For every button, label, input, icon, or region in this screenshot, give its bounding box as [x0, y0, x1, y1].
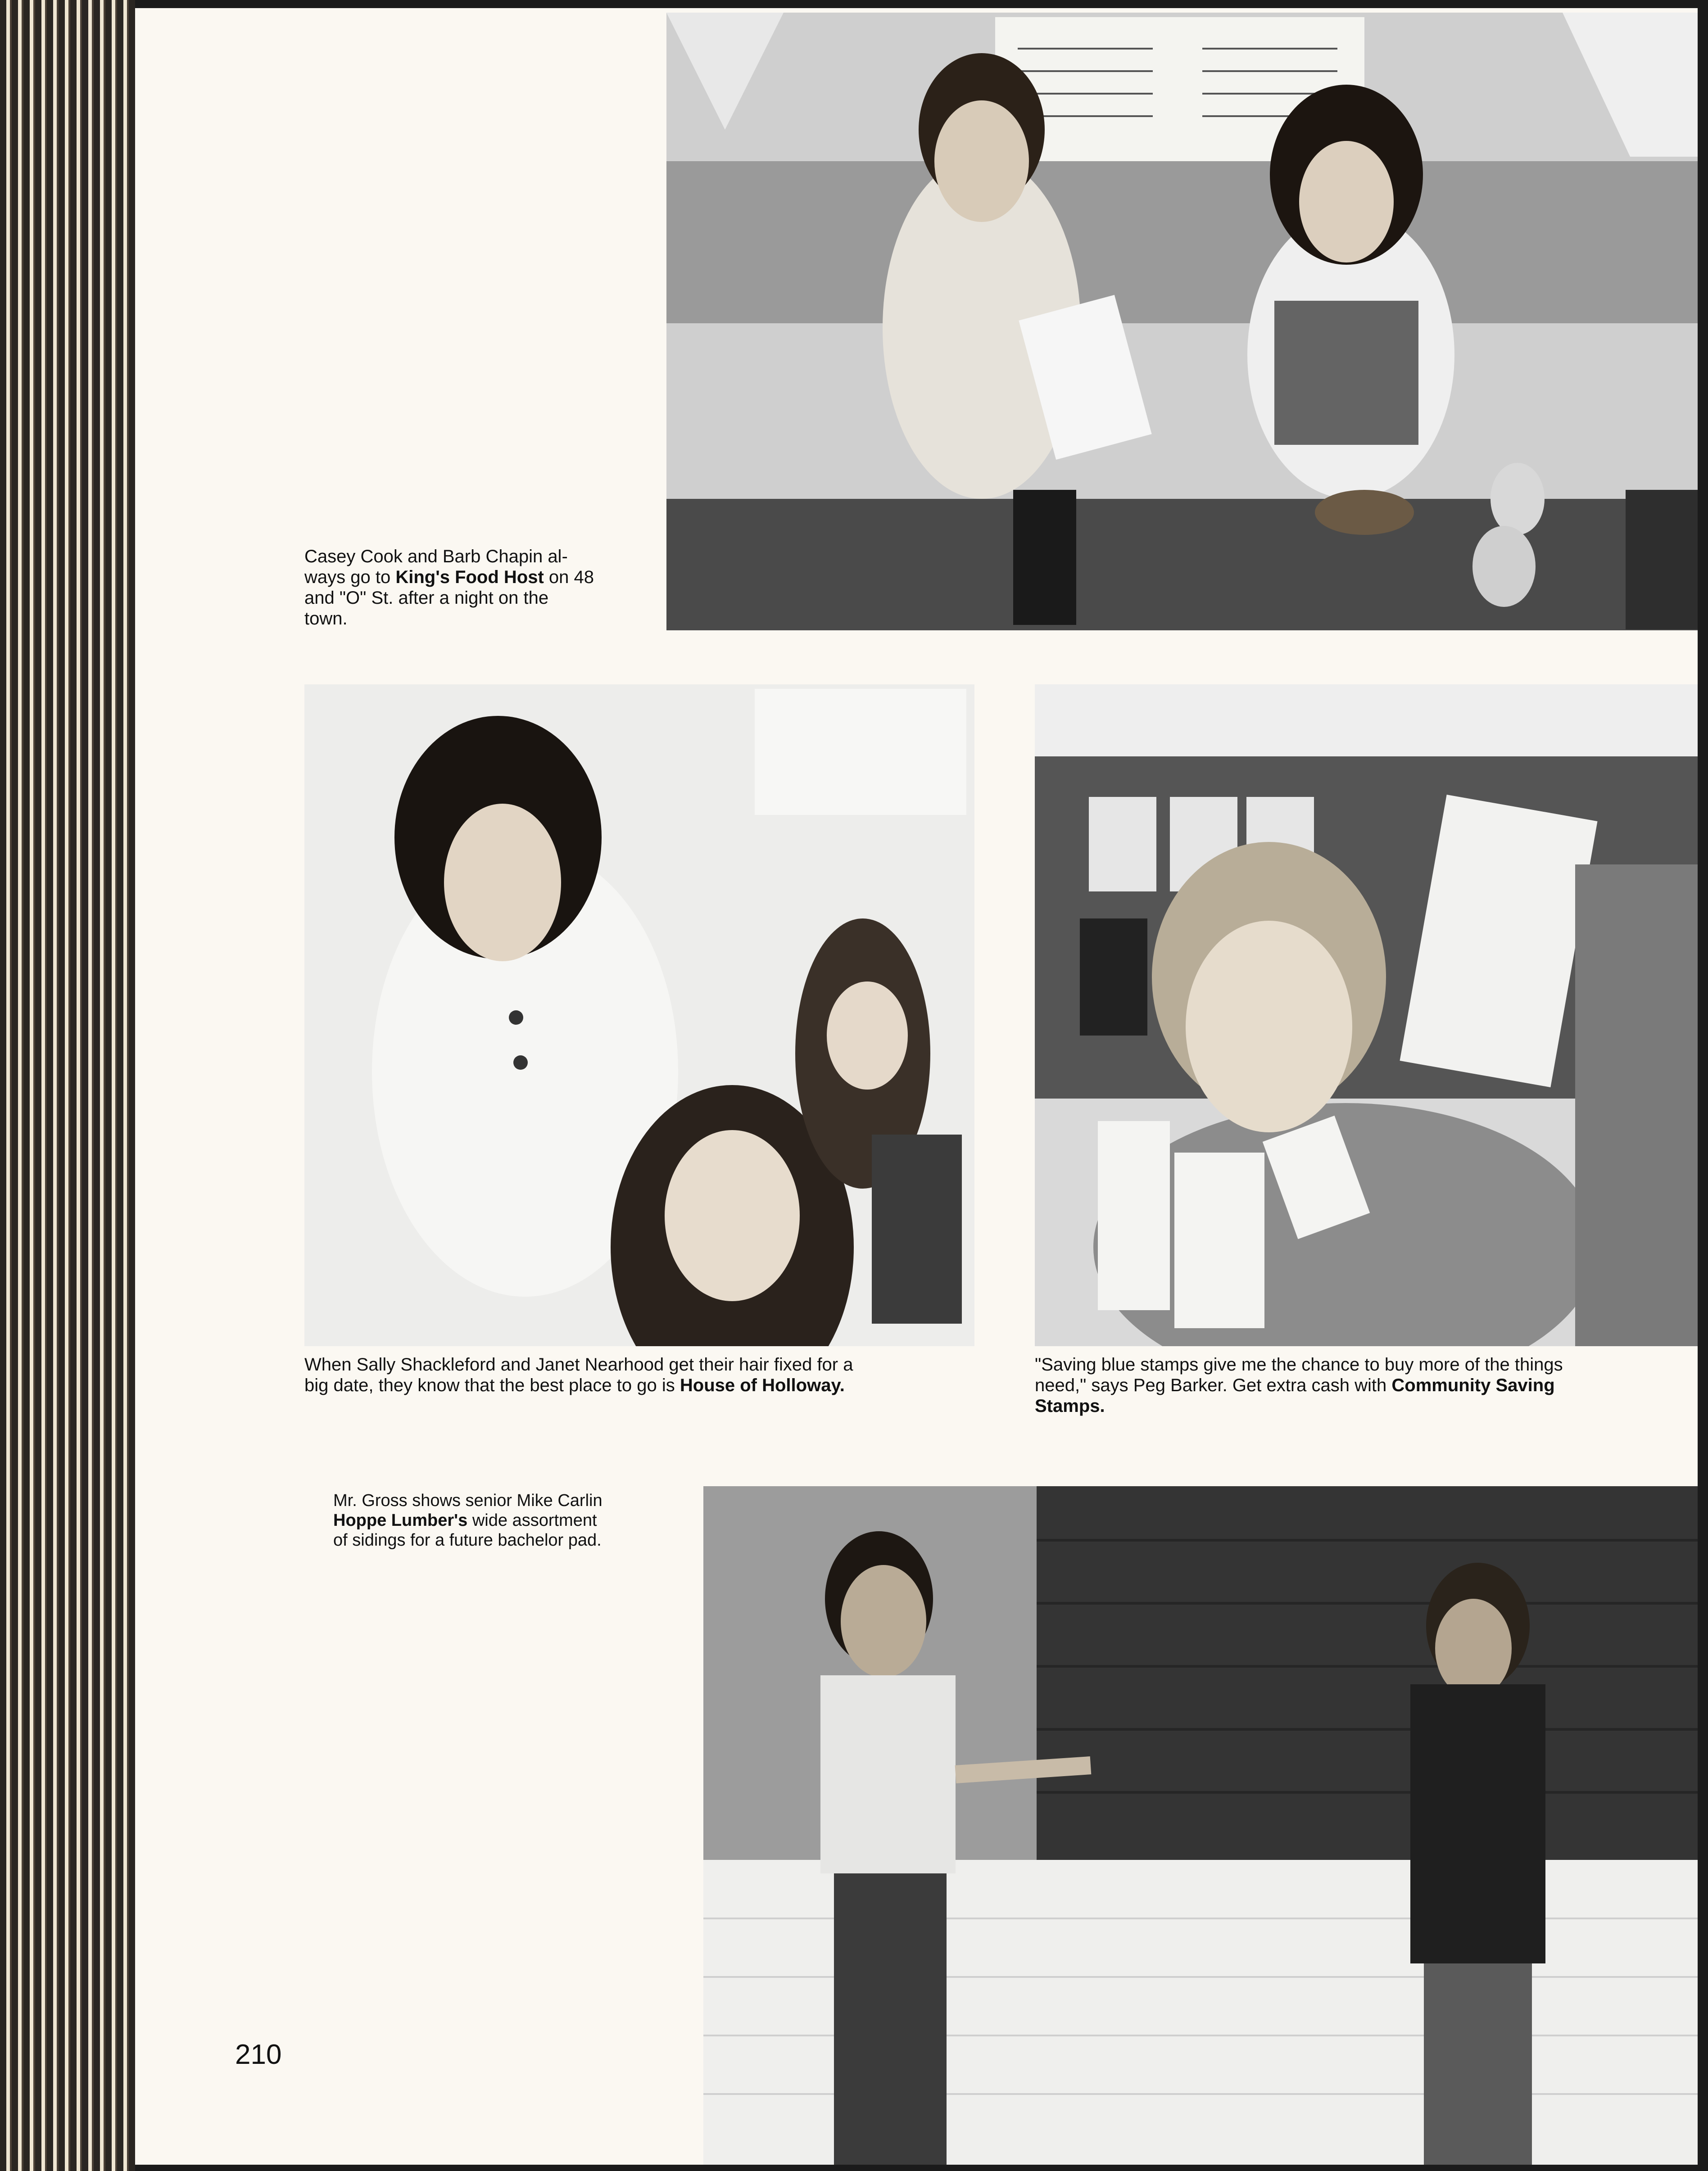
caption-stamps-line1: "Saving blue stamps give me the chance to buy more of the things	[1035, 1355, 1563, 1375]
house-of-holloway-illustration	[304, 684, 974, 1346]
caption-lumber-line1: Mr. Gross shows senior Mike Carlin	[333, 1491, 603, 1510]
caption-kings-line4: town.	[304, 609, 348, 629]
caption-hoppe-lumber	[333, 1491, 689, 1550]
caption-holloway-line1: When Sally Shackleford and Janet Nearhood get their hair fixed for a	[304, 1355, 853, 1375]
kings-food-host-illustration	[666, 13, 1698, 630]
caption-stamps-bold: Community Saving	[1391, 1375, 1555, 1395]
caption-holloway-bold: House of Holloway.	[680, 1375, 845, 1395]
caption-stamps-line2: need," says Peg Barker. Get extra cash with	[1035, 1375, 1392, 1395]
photo-kings-food-host	[666, 13, 1698, 630]
caption-kings-line2b: on 48	[544, 567, 594, 587]
caption-kings-bold: King's Food Host	[395, 567, 544, 587]
hoppe-lumber-illustration	[703, 1486, 1698, 2165]
caption-lumber-bold: Hoppe Lumber's	[333, 1511, 468, 1530]
caption-blue-stamps	[1035, 1354, 1697, 1416]
blue-stamps-illustration	[1035, 684, 1698, 1346]
book-spine-edge	[0, 0, 135, 2171]
photo-hoppe-lumber	[703, 1486, 1698, 2165]
caption-lumber-line3: of sidings for a future bachelor pad.	[333, 1531, 602, 1550]
caption-house-of-holloway	[304, 1354, 980, 1396]
caption-kings-line1: Casey Cook and Barb Chapin al-	[304, 547, 568, 566]
caption-kings-line2a: ways go to	[304, 567, 396, 587]
caption-holloway-line2: big date, they know that the best place to go is	[304, 1375, 680, 1395]
caption-kings-line3: and "O" St. after a night on the	[304, 588, 549, 608]
page-number: 210	[235, 2039, 282, 2070]
photo-house-of-holloway	[304, 684, 974, 1346]
caption-stamps-bold2: Stamps.	[1035, 1396, 1105, 1416]
caption-lumber-line2: wide assortment	[467, 1511, 597, 1530]
photo-blue-stamps	[1035, 684, 1698, 1346]
caption-kings-food-host	[304, 546, 651, 629]
yearbook-page	[135, 8, 1698, 2165]
